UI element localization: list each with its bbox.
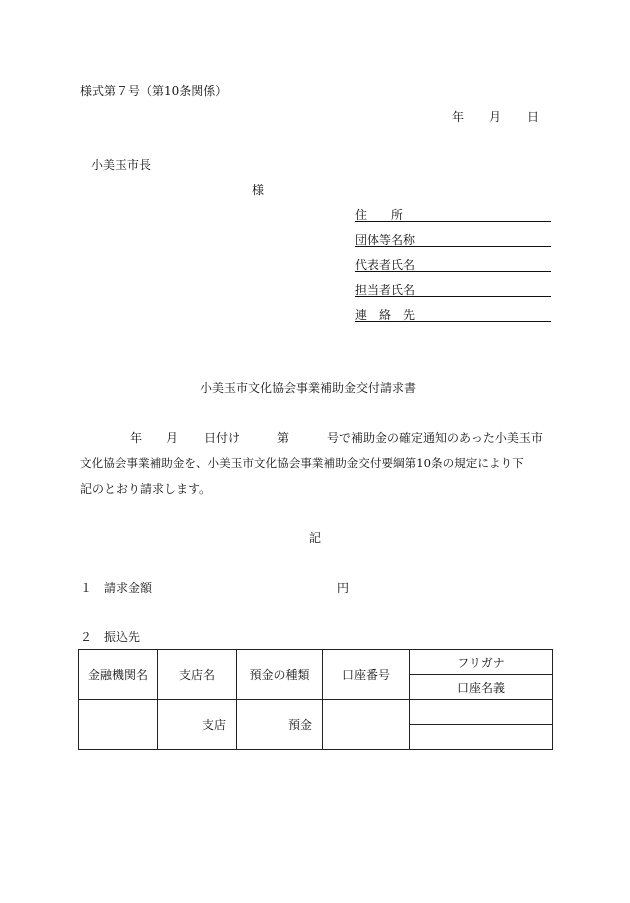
addressee-honorific: 様 bbox=[252, 183, 265, 197]
body-line-2: 文化協会事業補助金を、小美玉市文化協会事業補助金交付要綱第10条の規定により下 bbox=[80, 456, 524, 470]
date-day: 日 bbox=[527, 110, 540, 124]
field-representative-label: 代表者氏名 bbox=[355, 258, 416, 272]
field-address-label: 住 所 bbox=[355, 208, 404, 222]
field-contact-person-label: 担当者氏名 bbox=[355, 283, 416, 297]
item1-number: １ bbox=[80, 581, 93, 595]
body-line-3: 記のとおり請求します。 bbox=[80, 482, 212, 496]
form-number: 様式第７号（第10条関係） bbox=[80, 84, 228, 98]
header-account-name: 口座名義 bbox=[410, 675, 553, 700]
field-organization bbox=[355, 234, 551, 247]
cell-branch: 支店 bbox=[158, 700, 237, 750]
body-no-prefix: 第 bbox=[277, 431, 290, 445]
header-branch: 支店名 bbox=[158, 650, 237, 700]
cell-deposit-type: 預金 bbox=[237, 700, 323, 750]
item1-unit: 円 bbox=[337, 581, 350, 595]
field-representative bbox=[355, 259, 551, 272]
body-no-suffix: 号で補助金の確定通知のあった小美玉市 bbox=[327, 431, 543, 445]
cell-furigana bbox=[410, 700, 553, 725]
header-deposit-type: 預金の種類 bbox=[237, 650, 323, 700]
item2-number: ２ bbox=[80, 630, 93, 644]
field-contact-label: 連 絡 先 bbox=[355, 308, 416, 322]
header-account-number: 口座番号 bbox=[323, 650, 410, 700]
body-date-suffix: 日付け bbox=[204, 431, 241, 445]
cell-bank-name bbox=[79, 700, 158, 750]
bank-table bbox=[78, 649, 553, 750]
date-month: 月 bbox=[489, 110, 502, 124]
header-bank-name: 金融機関名 bbox=[79, 650, 158, 700]
cell-account-number bbox=[323, 700, 410, 750]
field-address bbox=[355, 209, 551, 222]
ki-marker: 記 bbox=[309, 531, 322, 545]
addressee-name: 小美玉市長 bbox=[91, 158, 152, 172]
header-furigana: フリガナ bbox=[410, 650, 553, 675]
cell-account-name bbox=[410, 725, 553, 750]
date-year: 年 bbox=[452, 110, 465, 124]
field-contact-person bbox=[355, 284, 551, 297]
item1-label: 請求金額 bbox=[104, 581, 153, 595]
body-month: 月 bbox=[166, 431, 179, 445]
document-title: 小美玉市文化協会事業補助金交付請求書 bbox=[200, 381, 417, 395]
field-organization-label: 団体等名称 bbox=[355, 233, 416, 247]
body-year: 年 bbox=[130, 431, 143, 445]
item2-label: 振込先 bbox=[104, 630, 141, 644]
field-contact bbox=[355, 309, 551, 322]
